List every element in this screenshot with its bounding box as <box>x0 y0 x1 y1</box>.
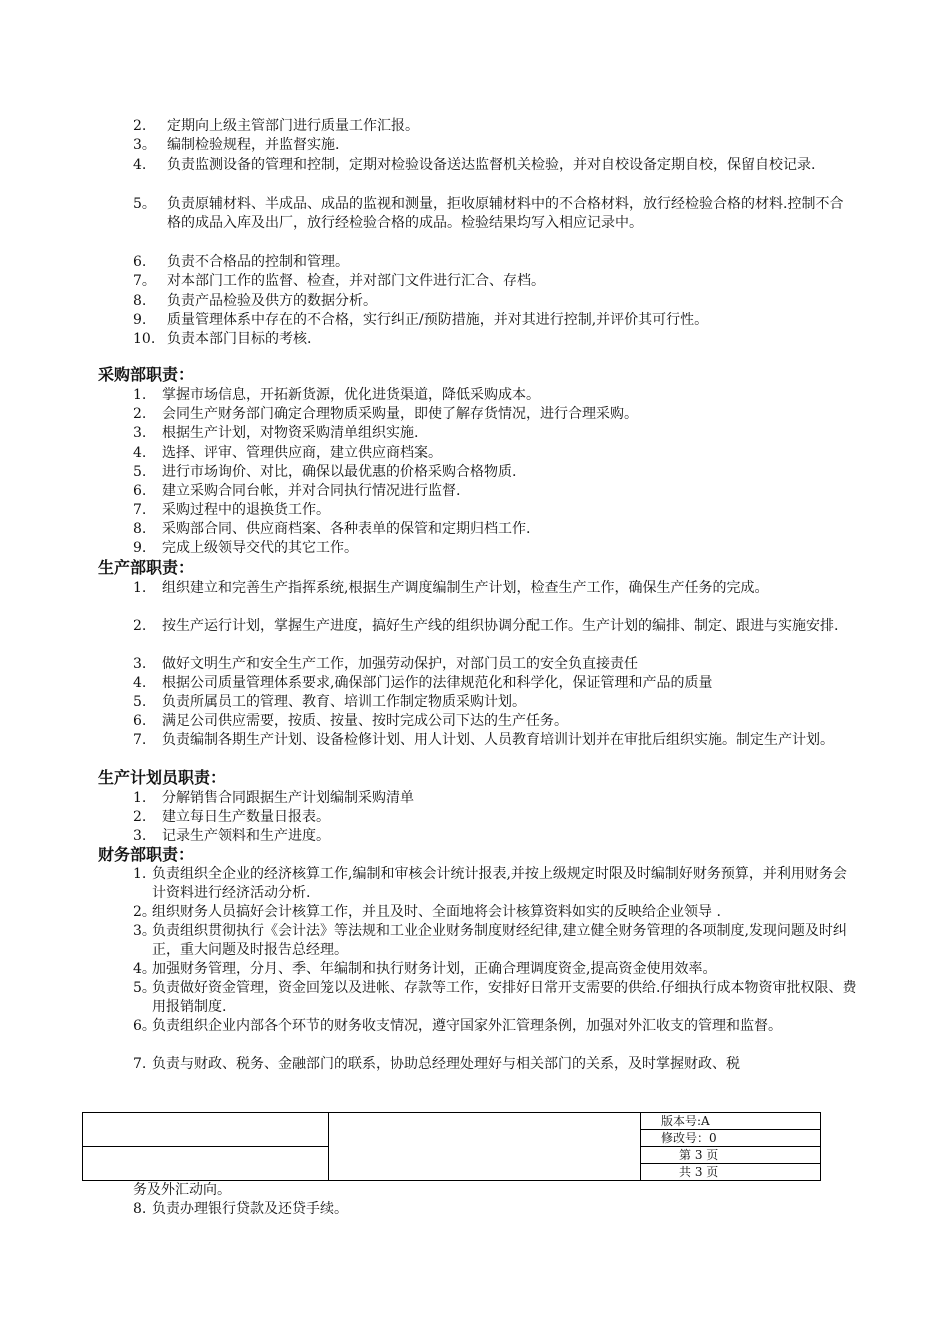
planner-item-text: 建立每日生产数量日报表。 <box>162 809 330 825</box>
purchase-item-number: 1. <box>133 387 147 403</box>
production-item-number: 2. <box>133 618 147 634</box>
finance-item-number: 4。 <box>133 961 156 977</box>
quality-item-4-number: 4. <box>133 157 147 173</box>
document-control-table <box>82 1112 821 1181</box>
production-item-text: 负责所属员工的管理、教育、培训工作制定物质采购计划。 <box>162 694 526 710</box>
finance-item-text: 加强财务管理，分月、季、年编制和执行财务计划，正确合理调度资金,提高资金使用效率。 <box>152 961 717 977</box>
production-item-number: 1. <box>133 580 147 596</box>
purchase-item-text: 采购过程中的退换货工作。 <box>162 502 330 518</box>
production-item-text: 组织建立和完善生产指挥系统,根据生产调度编制生产计划，检查生产工作，确保生产任务的完成。 <box>162 580 769 596</box>
finance-item-number: 1. <box>133 866 147 882</box>
purchase-item-number: 7. <box>133 502 147 518</box>
quality-item-10-text: 负责本部门目标的考核. <box>167 331 312 347</box>
production-item-text: 满足公司供应需要，按质、按量、按时完成公司下达的生产任务。 <box>162 713 568 729</box>
finance-item-text: 负责组织企业内部各个环节的财务收支情况，遵守国家外汇管理条例，加强对外汇收支的管理和监督。 <box>152 1018 782 1034</box>
footer-blank-cell <box>83 1147 329 1181</box>
quality-item-6-number: 6. <box>133 254 147 270</box>
purchase-item-text: 根据生产计划，对物资采购清单组织实施. <box>162 425 419 441</box>
finance-item-text: 组织财务人员搞好会计核算工作，并且及时、全面地将会计核算资料如实的反映给企业领导 . <box>152 904 721 920</box>
quality-item-5-text: 负责原辅材料、半成品、成品的监视和测量，拒收原辅材料中的不合格材料，放行经检验合格的材料.控制不合格的成品入库及出厂，放行经检验合格的成品。检验结果均写入相应记录中。 <box>167 196 844 231</box>
purchase-item-text: 选择、评审、管理供应商，建立供应商档案。 <box>162 445 442 461</box>
quality-item-8-number: 8. <box>133 293 147 309</box>
page-number: 第 3 页 <box>641 1147 821 1164</box>
planner-item-number: 1. <box>133 790 147 806</box>
purchase-item-text: 建立采购合同台帐，并对合同执行情况进行监督. <box>162 483 461 499</box>
quality-item-2-number: 2. <box>133 118 147 134</box>
purchase-item-number: 5. <box>133 464 147 480</box>
planner-item-text: 记录生产领料和生产进度。 <box>162 828 330 844</box>
purchase-item-text: 完成上级领导交代的其它工作。 <box>162 540 358 556</box>
quality-item-9-number: 9. <box>133 312 147 328</box>
finance-item-8-text: 负责办理银行贷款及还贷手续。 <box>152 1201 348 1217</box>
production-item-text: 按生产运行计划，掌握生产进度，搞好生产线的组织协调分配工作。生产计划的编排、制定、跟进与实施安排. <box>162 618 839 634</box>
planner-item-number: 2. <box>133 809 147 825</box>
purchase-heading: 采购部职责： <box>98 365 195 384</box>
production-item-text: 做好文明生产和安全生产工作，加强劳动保护，对部门员工的安全负直接责任 <box>162 656 638 672</box>
finance-item-number: 7. <box>133 1056 147 1072</box>
finance-item-number: 5。 <box>133 980 156 996</box>
finance-item-text: 负责做好资金管理，资金回笼以及进帐、存款等工作，安排好日常开支需要的供给.仔细执行成本物资审批权限、费用报销制度. <box>152 980 857 1015</box>
quality-item-5-number: 5。 <box>133 196 156 212</box>
purchase-item-text: 采购部合同、供应商档案、各种表单的保管和定期归档工作. <box>162 521 531 537</box>
revision-number: 修改号：0 <box>641 1130 821 1147</box>
production-item-number: 7. <box>133 732 147 748</box>
production-item-number: 3. <box>133 656 147 672</box>
quality-item-3-text: 编制检验规程，并监督实施. <box>167 137 340 153</box>
finance-item-text: 负责与财政、税务、金融部门的联系，协助总经理处理好与相关部门的关系，及时掌握财政、税 <box>152 1056 740 1072</box>
planner-heading: 生产计划员职责： <box>98 768 227 787</box>
purchase-item-number: 6. <box>133 483 147 499</box>
version-number: 版本号:A <box>641 1113 821 1130</box>
production-item-text: 根据公司质量管理体系要求,确保部门运作的法律规范化和科学化，保证管理和产品的质量 <box>162 675 713 691</box>
quality-item-3-number: 3。 <box>133 137 156 153</box>
footer-blank-cell <box>83 1113 329 1147</box>
total-pages: 共 3 页 <box>641 1164 821 1181</box>
finance-item-7-continuation: 务及外汇动向。 <box>133 1182 231 1198</box>
finance-item-number: 2。 <box>133 904 156 920</box>
finance-item-text: 负责组织全企业的经济核算工作,编制和审核会计统计报表,并按上级规定时限及时编制好财务预算，并利用财务会计资料进行经济活动分析. <box>152 866 847 901</box>
quality-item-9-text: 质量管理体系中存在的不合格，实行纠正/预防措施，并对其进行控制,并评价其可行性。 <box>167 312 709 328</box>
finance-item-8-number: 8. <box>133 1201 147 1217</box>
production-item-number: 5. <box>133 694 147 710</box>
purchase-item-text: 会同生产财务部门确定合理物质采购量，即使了解存货情况，进行合理采购。 <box>162 406 638 422</box>
purchase-item-number: 3. <box>133 425 147 441</box>
quality-item-6-text: 负责不合格品的控制和管理。 <box>167 254 349 270</box>
production-item-text: 负责编制各期生产计划、设备检修计划、用人计划、人员教育培训计划并在审批后组织实施。制定生产计划。 <box>162 732 834 748</box>
finance-heading: 财务部职责： <box>98 845 195 864</box>
purchase-item-number: 2. <box>133 406 147 422</box>
finance-item-number: 6。 <box>133 1018 156 1034</box>
quality-item-4-text: 负责监测设备的管理和控制，定期对检验设备送达监督机关检验，并对自校设备定期自校，保留自校记录. <box>167 157 816 173</box>
planner-item-text: 分解销售合同跟据生产计划编制采购清单 <box>162 790 414 806</box>
quality-item-2-text: 定期向上级主管部门进行质量工作汇报。 <box>167 118 419 134</box>
quality-item-10-number: 10. <box>133 331 156 347</box>
production-item-number: 6. <box>133 713 147 729</box>
production-item-number: 4. <box>133 675 147 691</box>
production-heading: 生产部职责： <box>98 558 195 577</box>
quality-item-7-number: 7。 <box>133 273 156 289</box>
planner-item-number: 3. <box>133 828 147 844</box>
quality-item-8-text: 负责产品检验及供方的数据分析。 <box>167 293 377 309</box>
footer-blank-cell <box>329 1113 641 1181</box>
finance-item-number: 3。 <box>133 923 156 939</box>
purchase-item-number: 9. <box>133 540 147 556</box>
purchase-item-text: 进行市场询价、对比，确保以最优惠的价格采购合格物质. <box>162 464 517 480</box>
purchase-item-number: 4. <box>133 445 147 461</box>
quality-item-7-text: 对本部门工作的监督、检查，并对部门文件进行汇合、存档。 <box>167 273 545 289</box>
finance-item-text: 负责组织贯彻执行《会计法》等法规和工业企业财务制度财经纪律,建立健全财务管理的各项制度,发现问题及时纠正，重大问题及时报告总经理。 <box>152 923 847 958</box>
purchase-item-number: 8. <box>133 521 147 537</box>
purchase-item-text: 掌握市场信息，开拓新货源，优化进货渠道，降低采购成本。 <box>162 387 540 403</box>
